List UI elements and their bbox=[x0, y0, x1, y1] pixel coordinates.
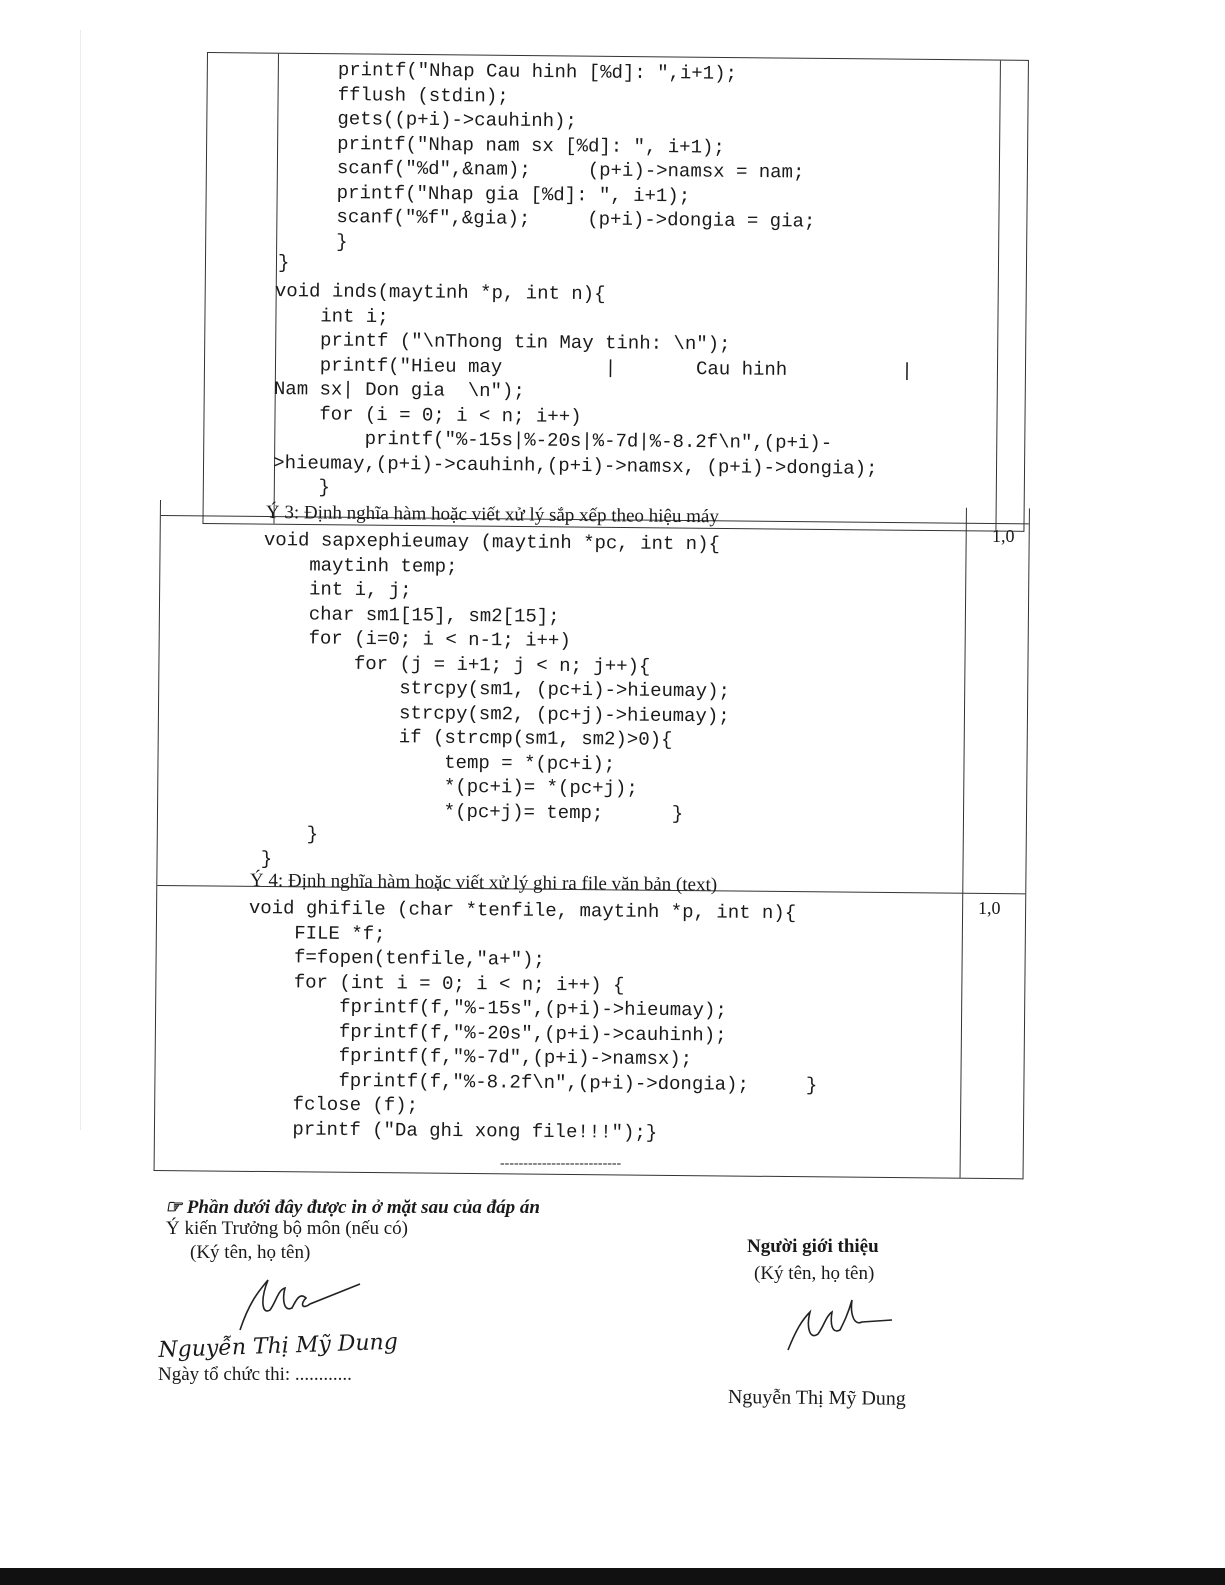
closing-brace: } bbox=[278, 252, 290, 274]
back-side-note: ☞ Phần dưới đây được in ở mặt sau của đáp án bbox=[165, 1197, 540, 1218]
introducer-sign-hint: (Ký tên, họ tên) bbox=[754, 1263, 875, 1284]
introducer-signature-mark bbox=[780, 1290, 900, 1360]
section-heading-y4: Ý 4: Định nghĩa hàm hoặc viết xử lý ghi ra file văn bản (text) bbox=[249, 870, 718, 896]
score-y3: 1,0 bbox=[992, 526, 1015, 546]
code-block-sapxephieumay: void sapxephieumay (maytinh *pc, int n){ maytinh temp; int i, j; char sm1[15], sm2[15]; for (i=0; i < n-1; i++) for (j = i+1; j < n; j++){ strcpy(sm1, (pc+i)->hieumay); strcpy(sm2, (pc+j)->hieumay); if (strcmp(sm1, sm2)>0){ temp = *(pc+i); *(pc+i)= *(pc+j); *(pc+j)= temp; } } } bbox=[260, 528, 731, 870]
head-signature-mark bbox=[230, 1270, 370, 1340]
introducer-label: Người giới thiệu bbox=[747, 1236, 879, 1257]
head-handwritten-name: Nguyễn Thị Mỹ Dung bbox=[158, 1329, 399, 1363]
table-score-divider bbox=[995, 61, 1001, 531]
separator-line: -------------------------- bbox=[500, 1156, 622, 1171]
code-block-ghifile: void ghifile (char *tenfile, maytinh *p, int n){ FILE *f; f=fopen(tenfile,"a+"); for (int i = 0; i < n; i++) { fprintf(f,"%-15s",(p+i)->hieumay); fprintf(f,"%-20s",(p+i)->cauhinh); fprintf(f,"%-7d",(p+i)->namsx); fprintf(f,"%-8.2f\n",(p+i)->dongia); } fclose (f); printf ("Da ghi xong file!!!");} bbox=[246, 896, 818, 1144]
section-heading-y3: Ý 3: Định nghĩa hàm hoặc viết xử lý sắp xếp theo hiệu máy bbox=[265, 502, 719, 528]
head-opinion-label: Ý kiến Trưởng bộ môn (nếu có) bbox=[166, 1218, 408, 1239]
score-y4: 1,0 bbox=[978, 898, 1001, 918]
code-block-input-loop: printf("Nhap Cau hinh [%d]: ",i+1); fflush (stdin); gets((p+i)->cauhinh); printf("Nhap nam sx [%d]: ", i+1); scanf("%d",&nam); (p+i)->namsx = nam; printf("Nhap gia [%d]: ", i+1); scanf("%f",&gia); (p+i)->dongia = gia; } bbox=[336, 58, 816, 253]
scan-bottom-edge bbox=[0, 1568, 1225, 1585]
table-score-divider bbox=[960, 508, 967, 1178]
code-block-inds: void inds(maytinh *p, int n){ int i; printf ("\nThong tin May tinh: \n"); printf("Hieu may | Cau hinh | Nam sx| Don gia \n"); for (i = 0; i < n; i++) printf("%-15s|%-20s|%-7d|%-8.2f\n",(p+i)- >hieumay,(p+i)->cauhinh,(p+i)->namsx, (p+i)->dongia); } bbox=[272, 279, 913, 499]
introducer-name: Nguyễn Thị Mỹ Dung bbox=[727, 1386, 906, 1410]
scan-edge-line bbox=[80, 30, 81, 1130]
exam-date-label: Ngày tổ chức thi: ............ bbox=[158, 1364, 352, 1385]
head-sign-hint: (Ký tên, họ tên) bbox=[190, 1242, 311, 1263]
